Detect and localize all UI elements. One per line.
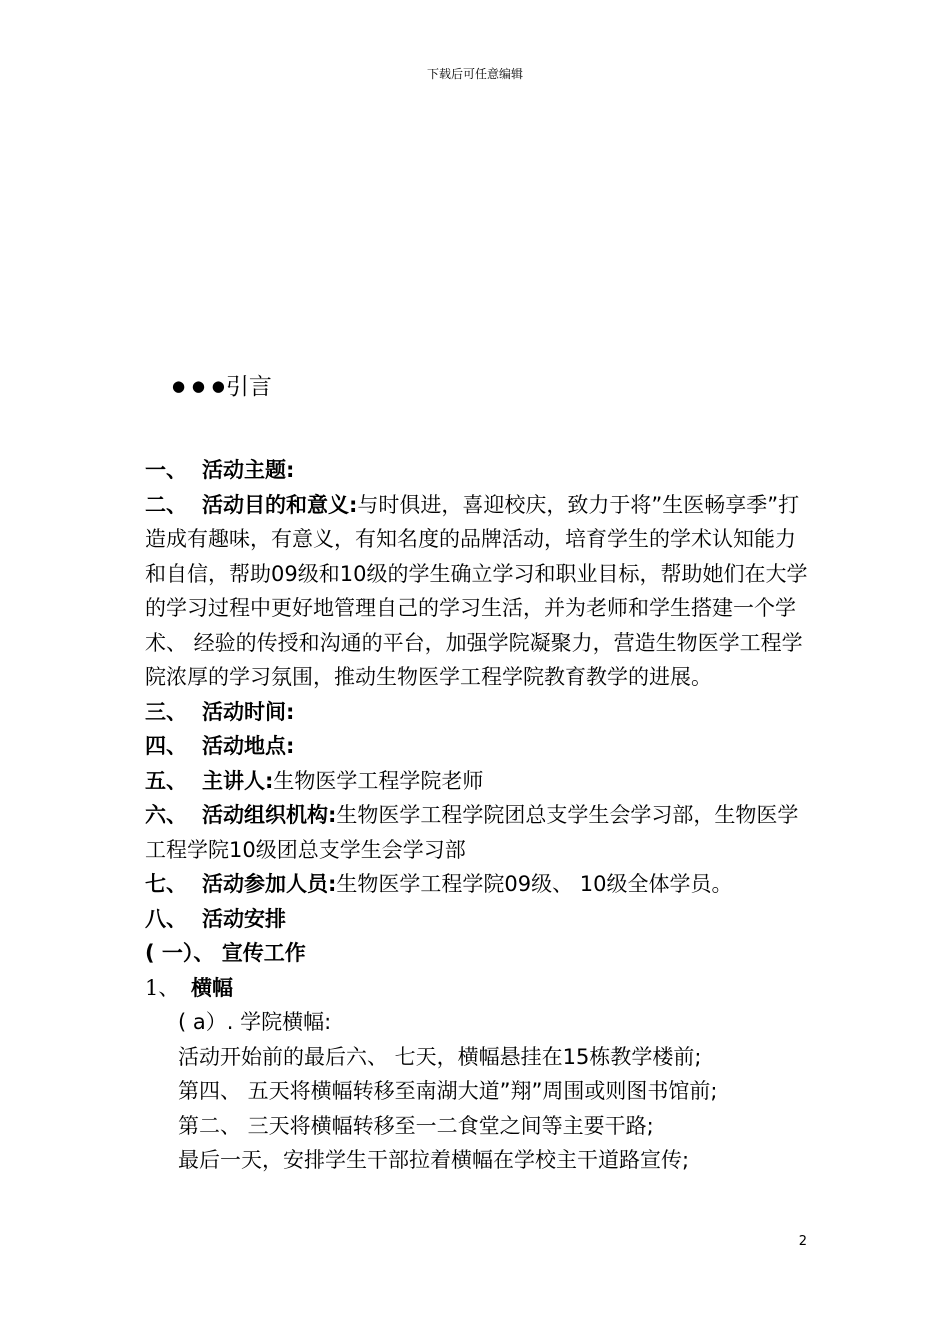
section-2 (145, 488, 810, 695)
banner-schedule-line: 第二、 三天将横幅转移至一二食堂之间等主要干路; (178, 1113, 654, 1138)
document-body (145, 453, 810, 1178)
section-number: 六、 (145, 803, 187, 827)
item-number: 1、 (145, 975, 180, 1000)
subsection-heading: ( 一）、 宣传工作 (145, 941, 306, 965)
banner-schedule-line: 第四、 五天将横幅转移至南湖大道”翔”周围或则图书馆前; (178, 1079, 718, 1103)
section-1 (145, 453, 810, 488)
section-label: 活动时间: (202, 699, 295, 724)
header-note: 下载后可任意编辑 (426, 67, 523, 81)
banner-schedule-line: 最后一天，安排学生干部拉着横幅在学校主干道路宣传; (178, 1148, 690, 1172)
section-6 (145, 798, 810, 867)
section-3 (145, 695, 810, 730)
section-number: 五、 (145, 768, 187, 793)
banner-schedule-line: 活动开始前的最后六、 七天，横幅悬挂在15栋教学楼前; (178, 1044, 702, 1069)
intro-heading (172, 368, 272, 401)
section-number: 二、 (145, 492, 187, 517)
bullet-dots-icon: ● ● ● (172, 377, 226, 395)
section-label: 主讲人: (202, 768, 274, 793)
section-8 (145, 902, 810, 937)
page-number: 2 (798, 1234, 807, 1249)
section-4 (145, 729, 810, 764)
section-7 (145, 867, 810, 902)
item-label: 横幅 (191, 975, 233, 1000)
item-1-sub-heading: ( a）. 学院横幅: (178, 1010, 332, 1034)
section-label: 活动主题: (202, 458, 295, 482)
section-number: 三、 (145, 699, 187, 724)
section-text: 生物医学工程学院老师 (273, 768, 484, 793)
section-number: 七、 (145, 872, 187, 896)
section-number: 八、 (145, 906, 187, 931)
section-label: 活动组织机构: (202, 803, 337, 827)
section-label: 活动参加人员: (202, 872, 337, 896)
section-number: 一、 (145, 458, 187, 482)
section-label: 活动地点: (202, 734, 295, 758)
section-number: 四、 (145, 734, 187, 758)
section-5 (145, 764, 810, 799)
item-1 (145, 971, 810, 1006)
section-text: 生物医学工程学院09级、 10级全体学员。 (336, 872, 733, 896)
section-label: 活动目的和意义: (202, 492, 358, 517)
section-label: 活动安排 (202, 906, 286, 931)
section-text: 生物医学工程学院团总支学生会学习部，生物医学工程学院10级团总支学生会学习部 (145, 803, 799, 862)
intro-title: 引言 (225, 374, 272, 400)
section-text: 与时俱进，喜迎校庆，致力于将”生医畅享季”打造成有趣味，有意义，有知名度的品牌活动，培育学生的学术认知能力和自信，帮助09级和10级的学生确立学习和职业目标，帮助她们在大学的学习过程中更好地管理自己的学习生活，并为老师和学生搭建一个学术、 经验的传授和沟通的平台，加强学院凝聚力，营造生物医学工程学院浓厚的学习氛围，推动生物医学工程学院教育教学的进展。 (145, 492, 808, 689)
